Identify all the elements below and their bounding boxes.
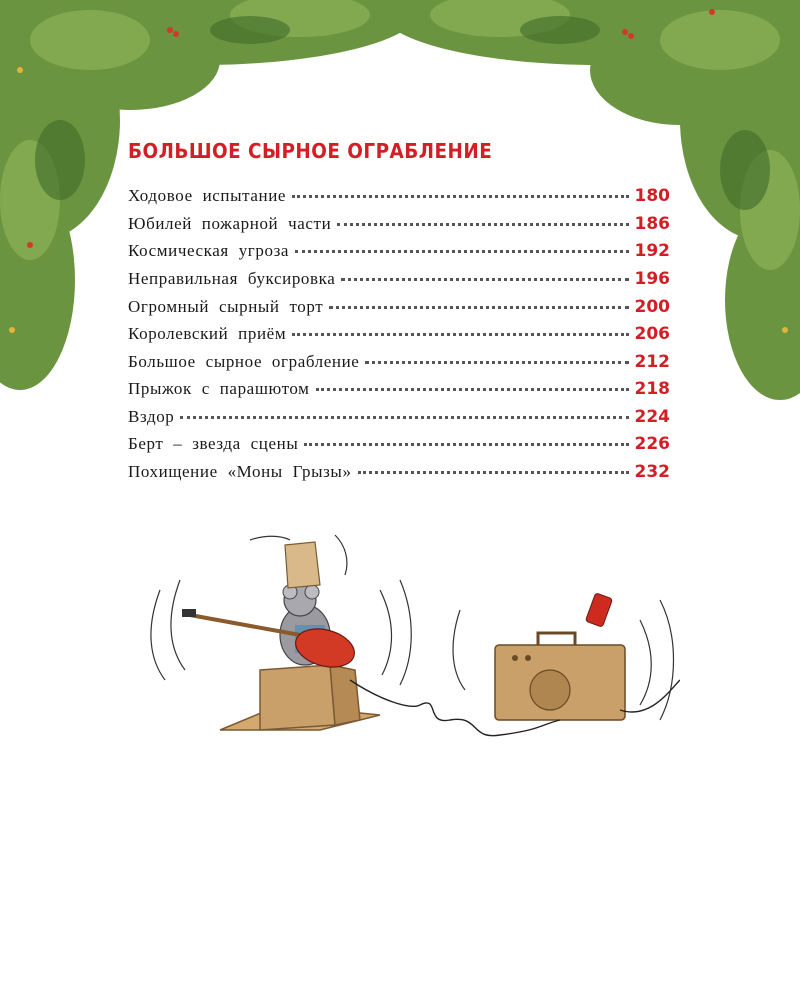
toc-leader-dots [329,289,628,308]
toc-entry-page: 200 [634,296,670,317]
toc-entry[interactable] [128,458,670,486]
toc-leader-dots [292,179,628,198]
toc-leader-dots [337,207,628,226]
cardboard-box-icon [220,665,380,730]
table-of-contents [128,138,670,486]
toc-entry-label: Ходовое испытание [128,186,287,206]
toc-entry-label: Королевский приём [128,324,287,344]
toc-entry-page: 218 [634,379,670,400]
guitar-icon [182,609,359,673]
toc-entry-page: 196 [634,268,670,289]
mouse-guitarist-icon [120,520,680,760]
toc-entry-page: 192 [634,241,670,262]
toc-entry[interactable] [128,210,670,238]
amplifier-icon [495,633,625,720]
toc-leader-dots [304,427,628,446]
toc-entry[interactable] [128,403,670,431]
toc-entry[interactable] [128,320,670,348]
section-title: БОЛЬШОЕ СЫРНОЕ ОГРАБЛЕНИЕ [128,139,493,163]
toc-entry-label: Прыжок с парашютом [128,379,310,399]
toc-leader-dots [365,345,628,364]
toc-entry-label: Юбилей пожарной части [128,213,332,233]
toc-leader-dots [295,234,628,253]
toc-leader-dots [292,317,628,336]
toc-entry-page: 226 [634,434,670,455]
toc-entry[interactable] [128,348,670,376]
toc-entry-label: Берт – звезда сцены [128,434,299,454]
toc-entry-label: Огромный сырный торт [128,296,324,316]
toc-entry-page: 186 [634,213,670,234]
toc-entry[interactable] [128,182,670,210]
toc-leader-dots [358,455,629,474]
toc-entry-page: 224 [634,406,670,427]
toc-entry[interactable] [128,292,670,320]
toc-leader-dots [316,372,629,391]
toc-entry-page: 232 [634,462,670,483]
toc-entry-label: Космическая угроза [128,241,290,261]
toc-leader-dots [180,400,628,419]
soda-can-icon [585,593,612,627]
toc-entry[interactable] [128,237,670,265]
toc-list [128,182,670,486]
toc-entry[interactable] [128,375,670,403]
toc-entry-label: Похищение «Моны Грызы» [128,462,352,482]
toc-leader-dots [341,262,628,281]
toc-entry-label: Вздор [128,406,175,426]
toc-entry-page: 206 [634,324,670,345]
toc-entry[interactable] [128,430,670,458]
toc-entry-page: 180 [634,186,670,207]
toc-entry-page: 212 [634,351,670,372]
toc-entry[interactable] [128,265,670,293]
toc-entry-label: Неправильная буксировка [128,268,336,288]
toc-entry-label: Большое сырное ограбление [128,351,360,371]
